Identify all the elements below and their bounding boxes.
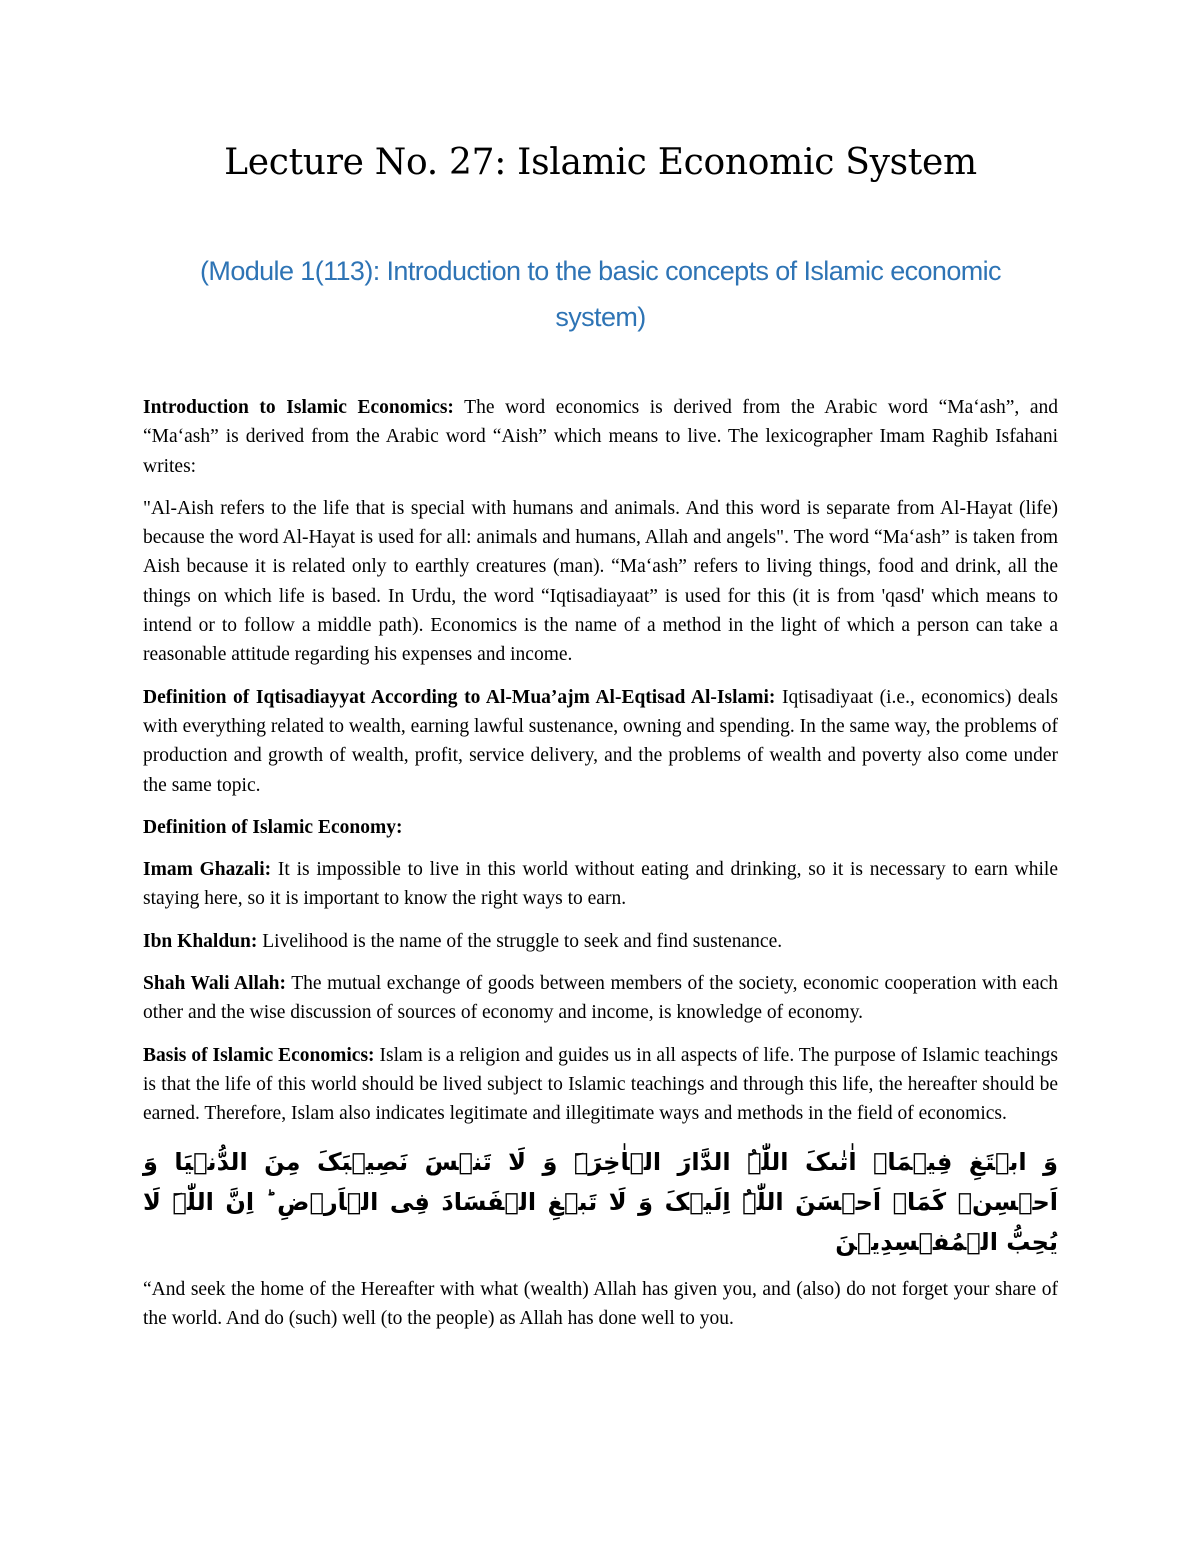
paragraph-basis — [143, 1041, 1058, 1129]
paragraph-text: Iqtisadiyaat (i.e., economics) deals with everything related to wealth, earning lawful sustenance, owning and spending. In the same way, the problems of production and growth of wealth, profit, service delivery, and the problems of wealth and poverty also come under the same topic. — [143, 686, 1058, 796]
paragraph-heading: Definition of Iqtisadiayyat According to Al-Mua’ajm Al-Eqtisad Al-Islami: — [143, 686, 776, 708]
paragraph-heading: Basis of Islamic Economics: — [143, 1044, 375, 1066]
paragraph-shah-wali-allah — [143, 969, 1058, 1028]
verse-translation: “And seek the home of the Hereafter with what (wealth) Allah has given you, and (also) do not forget your share of the world. And do (such) well (to the people) as Allah has done well to you. — [143, 1278, 1058, 1329]
paragraph-text: "Al-Aish refers to the life that is special with humans and animals. And this word is separate from Al-Hayat (life) because the word Al-Hayat is used for all: animals and humans, Allah and angels". The word “Ma‘ash” is taken from Aish because it is related only to earthly creatures (man). “Ma‘ash” refers to living things, food and drink, all the things on which life is based. In Urdu, the word “Iqtisadiayaat” is used for this (it is from 'qasd' which means to intend or to follow a middle path). Economics is the name of a method in the light of which a person can take a reasonable attitude regarding his expenses and income. — [143, 497, 1058, 666]
paragraph-heading: Imam Ghazali: — [143, 859, 272, 881]
document-body — [143, 393, 1058, 1346]
paragraph-text: The mutual exchange of goods between members of the society, economic cooperation with each other and the wise discussion of sources of economy and income, is knowledge of economy. — [143, 973, 1059, 1024]
paragraph-text: Islam is a religion and guides us in all aspects of life. The purpose of Islamic teachings is that the life of this world should be lived subject to Islamic teachings and through this life, the hereafter should be earned. Therefore, Islam also indicates legitimate and illegitimate ways and methods in the field of economics. — [143, 1044, 1058, 1125]
paragraph-quote — [143, 494, 1058, 670]
paragraph-introduction — [143, 393, 1058, 481]
paragraph-heading: Ibn Khaldun: — [143, 930, 258, 952]
page-title: Lecture No. 27: Islamic Economic System — [224, 142, 977, 183]
paragraph-text: It is impossible to live in this world without eating and drinking, so it is necessary to earn while staying here, so it is important to know the right ways to earn. — [143, 859, 1058, 910]
paragraph-text: The word economics is derived from the Arabic word “Ma‘ash”, and “Ma‘ash” is derived from the Arabic word “Aish” which means to live. The lexicographer Imam Raghib Isfahani writes: — [143, 397, 1058, 477]
paragraph-definition-islamic-economy — [143, 813, 1058, 842]
paragraph-heading: Introduction to Islamic Economics: — [143, 397, 454, 418]
arabic-verse: وَ ابۡتَغِ فِیۡمَاۤ اٰتٰىکَ اللّٰہُ الدَّارَ الۡاٰخِرَۃَ وَ لَا تَنۡسَ نَصِیۡبَکَ مِنَ الدُّنۡیَا وَ اَحۡسِنۡ کَمَاۤ اَحۡسَنَ اللّٰہُ اِلَیۡکَ وَ لَا تَبۡغِ الۡفَسَادَ فِی الۡاَرۡضِ ؕ اِنَّ اللّٰہَ لَا یُحِبُّ الۡمُفۡسِدِیۡنَ — [143, 1147, 1058, 1256]
paragraph-definition-iqtisadiayyat — [143, 683, 1058, 800]
paragraph-ibn-khaldun — [143, 927, 1058, 956]
paragraph-imam-ghazali — [143, 855, 1058, 914]
paragraph-text: Livelihood is the name of the struggle to seek and find sustenance. — [257, 930, 783, 952]
paragraph-heading: Definition of Islamic Economy: — [143, 816, 403, 838]
paragraph-heading: Shah Wali Allah: — [143, 973, 286, 995]
module-subtitle: (Module 1(113): Introduction to the basic concepts of Islamic economic system) — [200, 256, 1001, 332]
